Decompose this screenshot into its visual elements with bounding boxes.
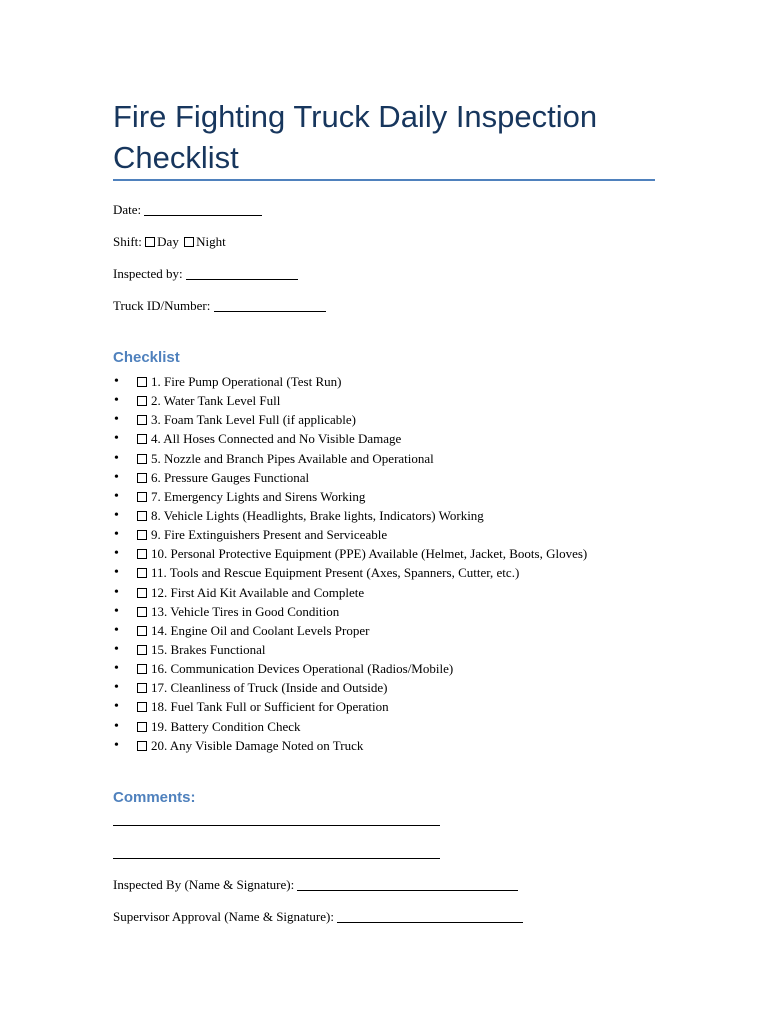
shift-night-checkbox[interactable] [184, 237, 194, 247]
bullet-icon: • [114, 469, 119, 485]
checklist-item-body [137, 526, 387, 543]
checklist-item-body [137, 488, 365, 505]
checklist-item-label: 11. Tools and Rescue Equipment Present (Axes, Spanners, Cutter, etc.) [151, 565, 520, 581]
checklist-item-body [137, 373, 341, 390]
supervisor-signature-field [113, 909, 523, 925]
comments-heading: Comments: [113, 789, 196, 806]
inspected-by-label: Inspected by: [113, 266, 186, 281]
bullet-icon: • [114, 488, 119, 504]
checklist-item-checkbox[interactable] [137, 396, 147, 406]
checklist-item-body [137, 718, 300, 735]
checklist-item-body [137, 679, 388, 696]
checklist-item-body [137, 698, 389, 715]
checklist-item-label: 12. First Aid Kit Available and Complete [151, 584, 365, 600]
bullet-icon: • [114, 603, 119, 619]
checklist-item-checkbox[interactable] [137, 664, 147, 674]
supervisor-signature-label: Supervisor Approval (Name & Signature): [113, 909, 338, 924]
bullet-icon: • [114, 527, 119, 543]
checklist-item-checkbox[interactable] [137, 588, 147, 598]
checklist-item-label: 18. Fuel Tank Full or Sufficient for Operation [151, 699, 389, 715]
bullet-icon: • [114, 718, 119, 734]
date-label: Date: [113, 202, 145, 217]
comment-line[interactable] [113, 825, 440, 826]
bullet-icon: • [114, 412, 119, 428]
shift-field [113, 234, 226, 250]
checklist-item-label: 1. Fire Pump Operational (Test Run) [151, 374, 342, 389]
checklist-item-label: 16. Communication Devices Operational (Radios/Mobile) [151, 661, 454, 677]
checklist-item-checkbox[interactable] [137, 473, 147, 483]
inspected-by-blank-line[interactable] [186, 279, 298, 280]
bullet-icon: • [114, 584, 119, 600]
shift-label: Shift: [113, 234, 146, 249]
checklist-item-checkbox[interactable] [137, 626, 147, 636]
checklist-item-body [137, 584, 364, 601]
checklist-item-body [137, 603, 339, 620]
checklist-item-label: 3. Foam Tank Level Full (if applicable) [151, 412, 356, 428]
checklist-item-label: 2. Water Tank Level Full [151, 393, 281, 409]
bullet-icon: • [114, 680, 119, 696]
checklist-item-checkbox[interactable] [137, 530, 147, 540]
bullet-icon: • [114, 661, 119, 677]
bullet-icon: • [114, 565, 119, 581]
bullet-icon: • [114, 374, 119, 389]
checklist-item-label: 15. Brakes Functional [151, 641, 266, 657]
checklist-item-label: 17. Cleanliness of Truck (Inside and Outside) [151, 680, 388, 696]
checklist-item-body [137, 545, 587, 562]
inspected-by-signature-label: Inspected By (Name & Signature): [113, 877, 298, 892]
checklist-item-label: 19. Battery Condition Check [151, 718, 301, 734]
checklist-item-label: 7. Emergency Lights and Sirens Working [151, 488, 366, 504]
checklist-item-label: 6. Pressure Gauges Functional [151, 469, 310, 485]
checklist-item-body [137, 507, 484, 524]
truck-id-label: Truck ID/Number: [113, 298, 214, 313]
inspected-by-field [113, 266, 298, 282]
bullet-icon: • [114, 431, 119, 447]
supervisor-signature-line[interactable] [337, 922, 523, 923]
shift-day-checkbox[interactable] [145, 237, 155, 247]
checklist-item-body [137, 430, 401, 447]
checklist-item-label: 13. Vehicle Tires in Good Condition [151, 603, 340, 619]
bullet-icon: • [114, 507, 119, 523]
checklist-item-body [137, 411, 356, 428]
checklist-item-checkbox[interactable] [137, 722, 147, 732]
truck-id-blank-line[interactable] [214, 311, 326, 312]
bullet-icon: • [114, 450, 119, 466]
checklist-item-checkbox[interactable] [137, 683, 147, 693]
checklist-item-checkbox[interactable] [137, 645, 147, 655]
checklist-item-body [137, 622, 369, 639]
checklist-item-checkbox[interactable] [137, 454, 147, 464]
checklist-item-checkbox[interactable] [137, 549, 147, 559]
checklist-item-body [137, 564, 519, 581]
checklist-item-checkbox[interactable] [137, 415, 147, 425]
bullet-icon: • [114, 622, 119, 638]
checklist-item-body [137, 641, 265, 658]
checklist-item-label: 20. Any Visible Damage Noted on Truck [151, 737, 364, 753]
checklist-item-label: 14. Engine Oil and Coolant Levels Proper [151, 622, 370, 638]
checklist-item-checkbox[interactable] [137, 568, 147, 578]
truck-id-field [113, 298, 326, 314]
bullet-icon: • [114, 699, 119, 715]
bullet-icon: • [114, 737, 119, 753]
checklist-item-label: 4. All Hoses Connected and No Visible Damage [151, 431, 402, 447]
bullet-icon: • [114, 641, 119, 657]
checklist-item-checkbox[interactable] [137, 492, 147, 502]
title-underline [113, 179, 655, 181]
checklist-item-label: 5. Nozzle and Branch Pipes Available and Operational [151, 450, 434, 466]
comment-line[interactable] [113, 858, 440, 859]
bullet-icon: • [114, 393, 119, 409]
checklist-item-body [137, 660, 453, 677]
document-title: Fire Fighting Truck Daily Inspection Checklist [113, 99, 598, 175]
checklist-item-label: 10. Personal Protective Equipment (PPE) Available (Helmet, Jacket, Boots, Gloves) [151, 546, 588, 562]
checklist-item-label: 9. Fire Extinguishers Present and Serviceable [151, 527, 388, 543]
shift-night-label: Night [196, 234, 226, 249]
checklist-item-body [137, 450, 434, 467]
checklist-item-checkbox[interactable] [137, 702, 147, 712]
checklist-item-checkbox[interactable] [137, 511, 147, 521]
checklist-item-checkbox[interactable] [137, 434, 147, 444]
checklist-item-body [137, 469, 309, 486]
inspected-by-signature-line[interactable] [297, 890, 518, 891]
bullet-icon: • [114, 546, 119, 562]
inspected-by-signature-field [113, 877, 518, 893]
date-field [113, 202, 262, 218]
checklist-heading: Checklist [113, 349, 180, 366]
date-blank-line[interactable] [144, 215, 262, 216]
checklist-item-body [137, 392, 280, 409]
checklist-item-checkbox[interactable] [137, 607, 147, 617]
checklist-item-body [137, 737, 363, 754]
checklist-item-checkbox[interactable] [137, 741, 147, 751]
checklist-item-checkbox[interactable] [137, 377, 147, 387]
shift-day-label: Day [157, 234, 179, 249]
checklist-item-label: 8. Vehicle Lights (Headlights, Brake lights, Indicators) Working [151, 507, 484, 523]
